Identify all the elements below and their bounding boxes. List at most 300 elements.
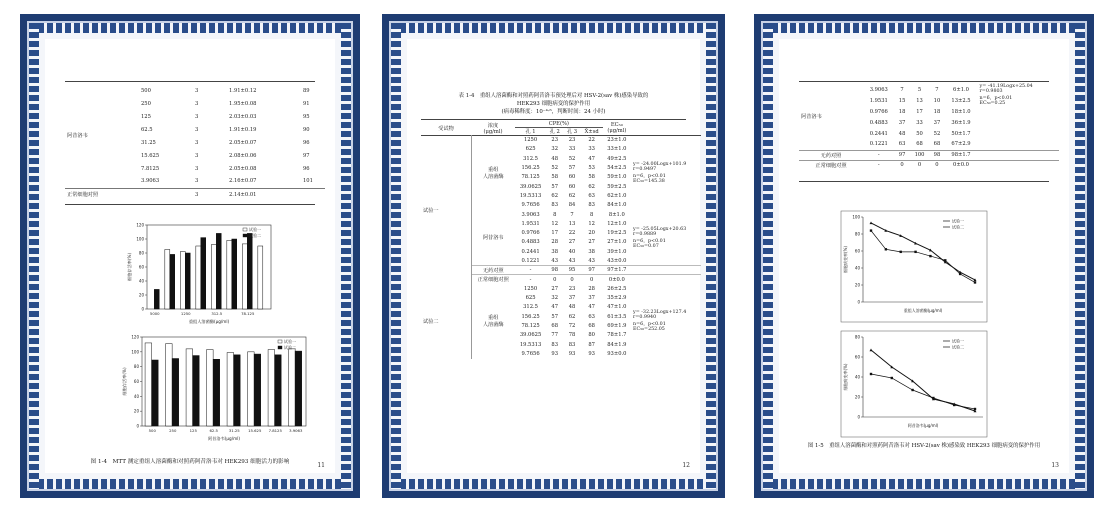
table-cell: 98 <box>929 150 944 160</box>
table-cell: 58 <box>588 174 595 181</box>
table-cell: 0 <box>563 275 580 284</box>
table-cell: 96 <box>303 139 310 146</box>
table-cell <box>301 188 325 201</box>
ec50-formula: y= -41.19Logx+25.04 r=0.9803 n=6，p<0.01 EC₅₀=0.25 <box>979 84 1033 106</box>
table-cell: 1250 <box>523 285 538 292</box>
table-cell: 26±2.5 <box>607 285 627 292</box>
bar <box>170 254 175 309</box>
cpe-table <box>421 121 701 359</box>
table-cell: 27 <box>588 239 595 246</box>
table-cell: 62 <box>568 192 576 199</box>
table-top-rule <box>799 81 1049 82</box>
table-cell: 33 <box>588 146 595 153</box>
drug-label: 阿昔洛韦 <box>801 114 822 121</box>
x-axis-label: 阿昔洛韦(μg/ml) <box>907 423 939 428</box>
table-cell: 17 <box>916 108 923 115</box>
border-ornament <box>391 23 716 33</box>
border-ornament <box>391 23 401 489</box>
table-cell: 6±1.0 <box>953 86 969 93</box>
table-row <box>799 150 1059 160</box>
table-cell: 39.0625 <box>519 183 542 190</box>
col-drug: 受试物 <box>438 125 454 132</box>
table-cell: 78.125 <box>521 323 540 330</box>
y-tick-label: 60 <box>138 264 144 270</box>
table-cell: 83 <box>568 341 576 348</box>
table-cell <box>139 188 193 201</box>
table-cell: 39.0625 <box>519 332 542 339</box>
y-tick-label: 0 <box>857 414 860 420</box>
page-frame-3 <box>754 14 1094 498</box>
table-cell: 62 <box>568 313 576 320</box>
border-ornament <box>341 23 351 489</box>
table-cell: 67±2.9 <box>951 141 971 148</box>
table-cell: 2.14±0.01 <box>227 188 301 201</box>
table-cell: 48 <box>568 304 576 311</box>
col-hole3: 孔 3 <box>566 129 578 135</box>
col-mean: X̄±sd <box>584 128 599 135</box>
table-cell: 47 <box>551 304 559 311</box>
table-cell: 13 <box>568 220 576 227</box>
data-point <box>891 377 893 379</box>
table-cell: 18 <box>898 108 906 115</box>
table-cell: 0 <box>581 275 603 284</box>
table-cell: 9.7656 <box>521 202 540 209</box>
table-cell: 0.9766 <box>869 108 888 115</box>
table-cell: 53 <box>588 165 595 172</box>
y-tick-label: 60 <box>854 354 860 360</box>
data-point <box>929 255 931 257</box>
table-cell: 500 <box>141 87 151 94</box>
ec50-formula: y= -32.23Logx+127.4 r=0.9940 n=6，p<0.01 EC₅₀=252.05 <box>633 310 687 333</box>
legend-label: 试验二 <box>952 344 964 350</box>
table-cell: 156.25 <box>521 313 540 320</box>
col-hole1: 孔 1 <box>525 129 536 135</box>
drug-label: 重组 人溶菌酶 <box>482 166 504 180</box>
table-cell <box>631 210 701 219</box>
y-tick-label: 40 <box>854 265 860 271</box>
table-cell <box>631 284 701 293</box>
table-cell: 0 <box>895 160 910 170</box>
table-cell: 3 <box>193 188 227 201</box>
viability-chart-acyclovir <box>120 331 310 446</box>
table-bottom-rule <box>65 204 315 205</box>
legend-swatch <box>278 340 282 343</box>
bar <box>213 359 220 426</box>
data-point <box>870 373 872 375</box>
y-tick-label: 20 <box>854 282 860 288</box>
page-border-1 <box>27 21 353 491</box>
table-cell: 12 <box>588 220 595 227</box>
control-label: 正常细胞对照 <box>65 188 139 201</box>
table-cell: 23 <box>551 137 559 144</box>
page-1 <box>45 39 335 473</box>
table-cell: 正常细胞对照 <box>799 160 863 170</box>
table-cell: 无药对照 <box>471 266 515 275</box>
table-cell: 84±1.9 <box>607 341 627 348</box>
table-cell: 100 <box>910 150 930 160</box>
table-cell: 37 <box>568 295 576 302</box>
table-title-line1: 表 1-4 重组人溶菌酶和对照药阿昔洛韦预处理后对 HSV-2(sav 株)感染导致的 <box>458 93 649 99</box>
table-cell <box>631 266 701 275</box>
bar <box>165 250 170 310</box>
y-tick-label: 120 <box>131 334 139 340</box>
table-cell: 7 <box>935 86 939 93</box>
table-cell: 28 <box>588 285 595 292</box>
table-cell: 60 <box>568 174 576 181</box>
table-cell: 90 <box>303 126 310 133</box>
viability-chart-lysozyme <box>125 219 275 329</box>
y-tick-label: 100 <box>136 236 144 242</box>
table-cell: 0.1221 <box>521 257 540 264</box>
bar <box>154 289 159 309</box>
x-axis-label: 重组人溶菌酶(μg/ml) <box>903 308 943 313</box>
table-cell: 62 <box>588 183 595 190</box>
table-cell: 93 <box>551 350 559 357</box>
table-cell: 3 <box>195 139 199 146</box>
bar <box>248 352 255 426</box>
table-row <box>421 284 701 293</box>
x-tick-label: 62.5 <box>209 428 218 433</box>
table-cell: 59±2.5 <box>607 183 627 190</box>
table-cell: - <box>863 150 895 160</box>
table-cell: 37 <box>933 119 941 126</box>
table-cell: 47 <box>588 304 595 311</box>
bar <box>289 349 296 426</box>
table-cell: 72 <box>568 323 576 330</box>
table-cell: 无药对照 <box>799 150 863 160</box>
table-cell: 83 <box>588 202 595 209</box>
table-cell: 43 <box>568 257 576 264</box>
table-cell: - <box>515 266 546 275</box>
table-cell <box>631 349 701 358</box>
table-cell: 96 <box>303 165 310 172</box>
table-cell: 0 <box>546 275 563 284</box>
table-cell: 95 <box>303 113 310 120</box>
table-cell <box>978 160 1059 170</box>
legend-label: 试验一 <box>952 218 964 224</box>
border-ornament <box>29 23 351 33</box>
table-cell: 84 <box>568 202 576 209</box>
table-cell: 19.5313 <box>519 341 542 348</box>
table-cell: 33 <box>916 119 923 126</box>
table-cell: 54±2.5 <box>607 165 627 172</box>
table-cell: 1.9531 <box>869 97 888 104</box>
table-cell: 36±1.9 <box>951 119 971 126</box>
col-hole2: 孔 2 <box>549 129 560 135</box>
table-cell: 0.4883 <box>869 119 888 126</box>
x-tick-label: 250 <box>169 428 177 433</box>
table-cell <box>978 139 1059 150</box>
table-cell: 0±0.0 <box>945 160 978 170</box>
table-cell: 2.05±0.08 <box>229 165 257 172</box>
table-cell <box>631 145 701 154</box>
page-2 <box>407 39 700 473</box>
table-cell: 32 <box>551 146 559 153</box>
x-tick-label: 1250 <box>180 311 191 316</box>
bar <box>216 233 221 309</box>
table-cell: 1.9531 <box>521 220 540 227</box>
table-cell: 98±1.7 <box>945 150 978 160</box>
bar <box>201 238 206 309</box>
col-ec50: EC₅₀ (μg/ml) <box>607 122 627 134</box>
table-cell: 84±1.0 <box>607 202 627 209</box>
table-cell: 19.5313 <box>519 192 542 199</box>
table-cell: 77 <box>551 332 559 339</box>
y-tick-label: 40 <box>854 374 860 380</box>
page-frame-1 <box>20 14 360 498</box>
table-cell: 93±0.0 <box>607 350 627 357</box>
x-tick-label: 15.625 <box>248 428 262 433</box>
table-row <box>65 84 325 97</box>
border-ornament <box>706 23 716 489</box>
table-cell: 5 <box>917 86 922 93</box>
table-cell: 97 <box>895 150 910 160</box>
table-cell: 27 <box>551 285 559 292</box>
data-point <box>911 389 913 391</box>
y-tick-label: 80 <box>133 364 139 370</box>
bar <box>193 356 200 426</box>
table-cell: 1.91±0.12 <box>229 87 257 94</box>
table-cell: 63 <box>588 192 595 199</box>
table-cell: 12±1.0 <box>607 220 627 227</box>
y-tick-label: 0 <box>136 423 139 429</box>
bar <box>152 360 159 426</box>
table-cell: 2.05±0.07 <box>229 139 257 146</box>
border-ornament <box>763 23 1085 33</box>
bar <box>275 355 282 426</box>
table-cell: 13±2.5 <box>951 97 971 104</box>
y-tick-label: 120 <box>136 222 144 228</box>
col-cpe: CPE(%) <box>515 121 603 128</box>
page-number: 11 <box>317 462 325 469</box>
bar <box>172 359 179 426</box>
y-axis-label: 细胞病变率(%) <box>843 246 848 273</box>
table-cell: 0.1221 <box>869 141 888 148</box>
legend-label: 试验一 <box>249 227 261 232</box>
table-top-rule <box>421 119 686 120</box>
table-cell: 52 <box>933 130 941 137</box>
y-tick-label: 80 <box>854 334 860 340</box>
table-cell: 37 <box>588 295 595 302</box>
table-cell: 43±0.0 <box>607 257 627 264</box>
cpe-chart-acyclovir <box>839 329 989 439</box>
y-tick-label: 100 <box>131 349 139 355</box>
table-cell: 59±1.0 <box>607 174 627 181</box>
bar <box>227 353 234 426</box>
bar <box>207 350 214 426</box>
table-cell: 2.16±0.07 <box>229 178 257 185</box>
table-cell: 15.625 <box>141 152 160 159</box>
table-row <box>65 188 325 201</box>
table-cell: 0.2441 <box>869 130 888 137</box>
y-tick-label: 40 <box>133 393 139 399</box>
table-cell: 91 <box>303 100 310 107</box>
table-cell: 61±3.5 <box>607 313 627 320</box>
table-cell: 62.5 <box>141 126 153 133</box>
table-cell: 58 <box>551 174 559 181</box>
table-cell: 18 <box>933 108 941 115</box>
table-cell: 78.125 <box>521 174 540 181</box>
table-cell: 1250 <box>523 137 538 144</box>
table-cell: 17 <box>551 230 559 237</box>
table-cell: 63 <box>588 313 595 320</box>
data-point <box>870 229 872 231</box>
legend-label: 试验二 <box>284 345 296 350</box>
table-cell: 22 <box>588 137 595 144</box>
table-cell <box>631 294 701 303</box>
table-cell: - <box>863 160 895 170</box>
x-tick-label: 31.25 <box>228 428 240 433</box>
table-cell: 33 <box>568 146 576 153</box>
table-cell: 3.9063 <box>141 178 160 185</box>
table-cell: 60 <box>568 183 576 190</box>
table-cell: 28 <box>551 239 559 246</box>
table-cell: 7 <box>570 211 574 218</box>
table-cell: 9.7656 <box>521 350 540 357</box>
table-cell: 250 <box>141 100 151 107</box>
x-tick-label: 78.125 <box>241 311 255 316</box>
table-cell: 3 <box>195 113 199 120</box>
table-cell: 1.91±0.19 <box>229 126 257 133</box>
x-axis-label: 阿昔洛韦(μg/ml) <box>208 436 240 441</box>
bar <box>185 253 190 309</box>
table-cell: 43 <box>551 257 559 264</box>
data-point <box>900 251 902 253</box>
table-cell: 22 <box>568 230 576 237</box>
table-cell: 69±1.9 <box>607 323 627 330</box>
bar <box>247 233 252 309</box>
trial-label: 试验二 <box>421 284 471 358</box>
cytotox-table <box>65 84 325 201</box>
table-cell: 312.5 <box>523 155 538 162</box>
table-cell: 2.08±0.06 <box>229 152 257 159</box>
x-tick-label: 7.8125 <box>268 428 282 433</box>
table-cell: 7.8125 <box>141 165 160 172</box>
legend-swatch <box>243 234 247 237</box>
table-cell: 1.95±0.08 <box>229 100 257 107</box>
x-tick-label: 5000 <box>149 311 160 316</box>
table-cell: 49±2.5 <box>607 155 627 162</box>
table-cell: 50±1.7 <box>951 130 971 137</box>
table-cell: 95 <box>563 266 580 275</box>
table-cell: 13 <box>916 97 923 104</box>
table-cell: 0±0.0 <box>603 275 631 284</box>
border-ornament <box>763 23 773 489</box>
bar <box>211 245 216 309</box>
y-tick-label: 60 <box>133 379 139 384</box>
page-3 <box>779 39 1069 473</box>
y-tick-label: 0 <box>141 306 144 312</box>
y-tick-label: 20 <box>133 408 139 414</box>
table-cell: 12 <box>551 220 559 227</box>
border-ornament <box>1075 23 1085 489</box>
table-cell: 27±1.0 <box>607 239 627 246</box>
y-tick-label: 0 <box>857 299 860 305</box>
table-cell: 23±1.0 <box>607 137 627 144</box>
table-cell: 0.4883 <box>521 239 540 246</box>
bar <box>186 349 193 426</box>
table-cell: 7 <box>900 86 904 93</box>
table-cell: 93 <box>568 350 576 357</box>
table-cell <box>978 128 1059 139</box>
table-cell: 18±1.0 <box>951 108 971 115</box>
bar <box>166 344 173 426</box>
page-frame-2 <box>382 14 725 498</box>
table-cell: 93 <box>588 350 595 357</box>
table-cell: 39±1.0 <box>607 248 627 255</box>
bar <box>295 351 302 426</box>
x-tick-label: 3.9063 <box>289 428 303 433</box>
y-tick-label: 100 <box>852 214 860 220</box>
table-cell: 47 <box>588 155 595 162</box>
table-cell: 0.9766 <box>521 230 540 237</box>
trial-label: 试验一 <box>421 136 471 285</box>
group-label: 阿昔洛韦 <box>67 133 88 140</box>
table-cell: 48 <box>898 130 906 137</box>
table-cell: 27 <box>568 239 576 246</box>
cpe-table-continued <box>799 84 1059 170</box>
table-cell: 625 <box>525 295 536 302</box>
legend-label: 试验二 <box>952 224 964 230</box>
table-row <box>799 84 1059 95</box>
table-cell: 23 <box>568 137 576 144</box>
page-number: 12 <box>682 462 690 469</box>
table-cell: 57 <box>551 313 559 320</box>
bar <box>196 246 201 309</box>
table-title-line2: HEK293 细胞病变的保护作用 <box>516 101 591 107</box>
table-cell <box>631 191 701 200</box>
table-cell <box>631 201 701 210</box>
table-cell: 97±1.7 <box>603 266 631 275</box>
table-cell: 3.9063 <box>869 86 888 93</box>
y-axis-label: 细胞存活率(%) <box>122 367 127 396</box>
legend-label: 试验一 <box>284 339 296 344</box>
legend-label: 试验二 <box>249 233 261 238</box>
table-cell: 57 <box>551 183 559 190</box>
drug-label: 阿昔洛韦 <box>482 235 504 242</box>
legend-label: 试验一 <box>952 338 964 344</box>
drug-label: 重组 人溶菌酶 <box>482 315 504 329</box>
figure-caption: 图 1-5 重组人溶菌酶和对照药阿昔洛韦对 HSV-2(sav 株)感染致 HEK293 细胞病变的保护作用 <box>807 443 1041 449</box>
table-cell: 33±1.0 <box>607 146 627 153</box>
x-tick-label: 500 <box>148 428 156 433</box>
bar <box>234 355 241 426</box>
table-cell: 98 <box>546 266 563 275</box>
y-tick-label: 20 <box>854 394 860 400</box>
border-ornament <box>763 479 1085 489</box>
table-cell: 0.2441 <box>521 248 540 255</box>
table-cell: 625 <box>525 146 536 153</box>
border-ornament <box>29 479 351 489</box>
table-cell: 3 <box>195 100 199 107</box>
table-cell: 8 <box>590 211 594 218</box>
table-cell: 37 <box>898 119 906 126</box>
bar <box>242 244 247 309</box>
table-cell <box>978 150 1059 160</box>
page-number: 13 <box>1051 462 1059 469</box>
table-cell: 83 <box>551 341 559 348</box>
table-cell: 52 <box>568 155 576 162</box>
table-cell: 8±1.0 <box>608 211 625 218</box>
bar <box>180 252 185 309</box>
table-cell: 62 <box>551 192 559 199</box>
table-cell: 97 <box>581 266 603 275</box>
table-cell: 312.5 <box>523 304 538 311</box>
table-cell: 97 <box>303 152 310 159</box>
table-cell: 20 <box>588 230 595 237</box>
bar <box>145 343 152 426</box>
table-cell: 50 <box>916 130 923 137</box>
